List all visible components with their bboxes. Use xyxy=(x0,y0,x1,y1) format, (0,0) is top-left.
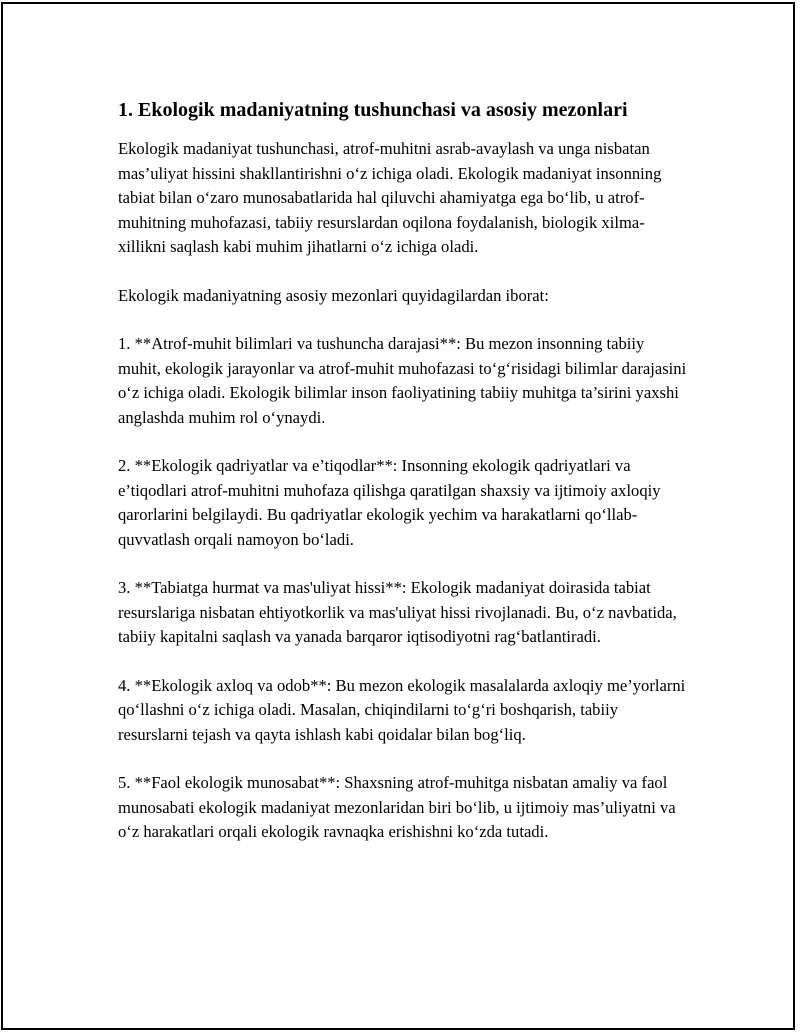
criteria-intro-paragraph: Ekologik madaniyatning asosiy mezonlari quyidagilardan iborat: xyxy=(118,285,549,305)
document-body xyxy=(118,96,688,869)
criterion-4-paragraph: 4. **Ekologik axloq va odob**: Bu mezon ekologik masalalarda axloqiy me’yorlarni qo‘llashni o‘z ichiga oladi. Masalan, chiqindilarni to‘g‘ri boshqarish, tabiiy resurslarni tejash va qayta ishlash kabi qoidalar bilan bog‘liq. xyxy=(118,675,686,744)
criterion-3-paragraph: 3. **Tabiatga hurmat va mas'uliyat hissi**: Ekologik madaniyat doirasida tabiat resurslariga nisbatan ehtiyotkorlik va mas'uliyat hissi rivojlanadi. Bu, o‘z navbatida, tabiiy kapitalni saqlash va yanada barqaror iqtisodiyotni rag‘batlantiradi. xyxy=(118,578,677,646)
criterion-2-paragraph: 2. **Ekologik qadriyatlar va e’tiqodlar**: Insonning ekologik qadriyatlari va e’tiqodlari atrof-muhitni muhofaza qilishga qaratilgan shaxsiy va ijtimoiy axloqiy qarorlarini belgilaydi. Bu qadriyatlar ekologik yechim va harakatlarni qo‘llab-quvvatlash orqali namoyon bo‘ladi. xyxy=(118,456,661,549)
criterion-1-paragraph: 1. **Atrof-muhit bilimlari va tushuncha darajasi**: Bu mezon insonning tabiiy muhit, ekologik jarayonlar va atrof-muhit muhofazasi to‘g‘risidagi bilimlar darajasini o‘z ichiga oladi. Ekologik bilimlar inson faoliyatining tabiiy muhitga ta’sirini yaxshi anglashda muhim rol o‘ynaydi. xyxy=(118,334,687,427)
criterion-5-paragraph: 5. **Faol ekologik munosabat**: Shaxsning atrof-muhitga nisbatan amaliy va faol munosabati ekologik madaniyat mezonlaridan biri bo‘lib, u ijtimoiy mas’uliyatni va o‘z harakatlari orqali ekologik ravnaqka erishishni ko‘zda tutadi. xyxy=(118,773,676,841)
intro-paragraph: Ekologik madaniyat tushunchasi, atrof-muhitni asrab-avaylash va unga nisbatan mas’uliyat hissini shakllantirishni o‘z ichiga oladi. Ekologik madaniyat insonning tabiat bilan o‘zaro munosabatlarida hal qiluvchi ahamiyatga ega bo‘lib, u atrof-muhitning muhofazasi, tabiiy resurslardan oqilona foydalanish, biologik xilma-xillikni saqlash kabi muhim jihatlarni o‘z ichiga oladi. xyxy=(118,139,662,256)
document-title: 1. Ekologik madaniyatning tushunchasi va asosiy mezonlari xyxy=(118,99,628,121)
document-page xyxy=(1,2,795,1030)
